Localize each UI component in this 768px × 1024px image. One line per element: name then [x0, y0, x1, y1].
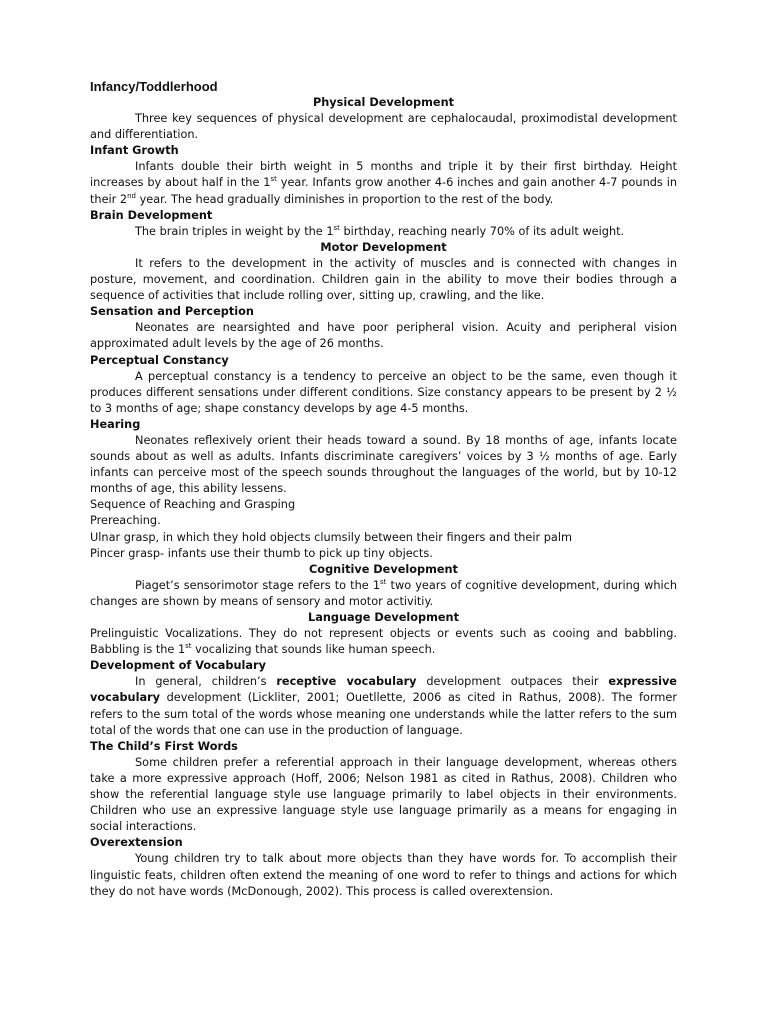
overextension-heading: Overextension — [90, 836, 183, 850]
document-body — [90, 79, 677, 900]
brain-development-paragraph: The brain triples in weight by the 1st birthday, reaching nearly 70% of its adult weight. — [135, 223, 625, 238]
cognitive-development-paragraph: Piaget’s sensorimotor stage refers to the 1st two years of cognitive development, during which changes are shown by means of sensory and motor activitiy. — [90, 578, 677, 608]
language-development-paragraph: Prelinguistic Vocalizations. They do not represent objects or events such as cooing and babbling. Babbling is the 1st vocalizing that sounds like human speech. — [90, 627, 677, 657]
vocabulary-paragraph: In general, children’s receptive vocabulary development outpaces their expressive vocabulary development (Lickliter, 2001; Ouetllette, 2006 as cited in Rathus, 2008). The former refers to the sum total of the words whose meaning one understands while the latter refers to the sum total of the words that one can use in the production of language. — [90, 675, 677, 737]
reaching-grasping-line: Sequence of Reaching and Grasping — [90, 498, 296, 512]
infant-growth-paragraph: Infants double their birth weight in 5 months and triple it by their first birthday. Height increases by about half in the 1st year. Infants grow another 4-6 inches and gain another 4-7 pounds in their 2nd year. The head gradually diminishes in proportion to the rest of the body. — [90, 160, 677, 206]
perceptual-constancy-heading: Perceptual Constancy — [90, 353, 229, 367]
infant-growth-heading: Infant Growth — [90, 144, 179, 158]
pincer-grasp-line: Pincer grasp- infants use their thumb to pick up tiny objects. — [90, 546, 433, 560]
overextension-paragraph: Young children try to talk about more objects than they have words for. To accomplish their linguistic feats, children often extend the meaning of one word to refer to things and actions for which they do not have words (McDonough, 2002). This process is called overextension. — [90, 852, 677, 898]
hearing-heading: Hearing — [90, 417, 141, 431]
brain-development-heading: Brain Development — [90, 208, 213, 222]
ulnar-grasp-line: Ulnar grasp, in which they hold objects clumsily between their fingers and their palm — [90, 530, 572, 544]
sensation-perception-paragraph: Neonates are nearsighted and have poor peripheral vision. Acuity and peripheral vision approximated adult levels by the age of 26 months. — [90, 321, 677, 351]
perceptual-constancy-paragraph: A perceptual constancy is a tendency to perceive an object to be the same, even though it produces different sensations under different conditions. Size constancy appears to be present by 2 ½ to 3 months of age; shape constancy develops by age 4-5 months. — [90, 369, 677, 415]
prereaching-line: Prereaching. — [90, 514, 161, 528]
first-words-paragraph: Some children prefer a referential approach in their language development, whereas others take a more expressive approach (Hoff, 2006; Nelson 1981 as cited in Rathus, 2008). Children who show the referential language style use language primarily to label objects in their environments. Children who use an expressive language style use language primarily as a means for engaging in social interactions. — [90, 755, 677, 834]
sensation-perception-heading: Sensation and Perception — [90, 305, 254, 319]
first-words-heading: The Child’s First Words — [90, 739, 238, 753]
cognitive-development-heading: Cognitive Development — [309, 562, 458, 576]
motor-development-paragraph: It refers to the development in the activity of muscles and is connected with changes in posture, movement, and coordination. Children gain in the ability to move their bodies through a sequence of activities that include rolling over, sitting up, crawling, and the like. — [90, 256, 677, 303]
motor-development-heading: Motor Development — [320, 240, 447, 254]
document-title: Infancy/Toddlerhood — [90, 79, 218, 94]
hearing-paragraph: Neonates reflexively orient their heads toward a sound. By 18 months of age, infants locate sounds about as well as adults. Infants discriminate caregivers’ voices by 3 ½ months of age. Early infants can perceive most of the speech sounds throughout the languages of the world, but by 10-12 months of age, this ability lessens. — [90, 433, 677, 496]
physical-development-heading: Physical Development — [312, 96, 455, 109]
physical-development-paragraph: Three key sequences of physical development are cephalocaudal, proximodistal development and differentiation. — [90, 112, 677, 142]
language-development-heading: Language Development — [308, 611, 459, 624]
vocabulary-heading: Development of Vocabulary — [90, 659, 266, 673]
